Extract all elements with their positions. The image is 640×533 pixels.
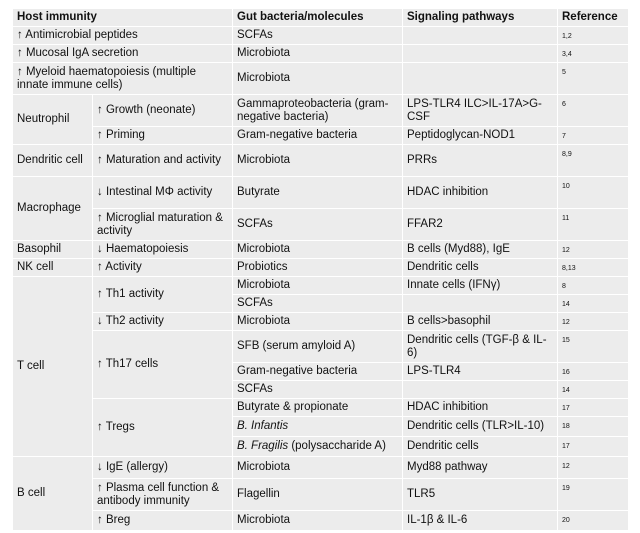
table-row [13, 399, 629, 417]
bacteria-cell: Microbiota [233, 313, 403, 331]
cell-type-nk: NK cell [13, 259, 93, 277]
reference-cell: 10 [558, 177, 629, 209]
bacteria-cell: Microbiota [233, 63, 403, 95]
pathway-cell: TLR5 [403, 479, 558, 511]
table-row [13, 127, 629, 145]
species-name: B. Infantis [237, 420, 289, 432]
table-row [13, 479, 629, 511]
immunity-table-container [12, 8, 628, 526]
pathway-cell: HDAC inhibition [403, 177, 558, 209]
table-row [13, 511, 629, 531]
table-row [13, 259, 629, 277]
pathway-cell [403, 381, 558, 399]
effect-cell: ↓ Haematopoiesis [93, 241, 233, 259]
bacteria-cell: Microbiota [233, 45, 403, 63]
reference-cell: 14 [558, 295, 629, 313]
bacteria-cell: SFB (serum amyloid A) [233, 331, 403, 363]
table-row [13, 95, 629, 127]
bacteria-cell: Microbiota [233, 511, 403, 531]
effect-cell: ↓ IgE (allergy) [93, 457, 233, 479]
bacteria-cell: Microbiota [233, 277, 403, 295]
reference-cell: 11 [558, 209, 629, 241]
table-row [13, 45, 629, 63]
pathway-cell [403, 295, 558, 313]
bacteria-cell: Gram-negative bacteria [233, 363, 403, 381]
cell-type-macrophage: Macrophage [13, 177, 93, 241]
reference-cell: 17 [558, 399, 629, 417]
effect-cell: ↑ Maturation and activity [93, 145, 233, 177]
bacteria-cell: Gram-negative bacteria [233, 127, 403, 145]
bacteria-cell: Microbiota [233, 145, 403, 177]
reference-cell: 19 [558, 479, 629, 511]
pathway-cell: Innate cells (IFNγ) [403, 277, 558, 295]
pathway-cell: FFAR2 [403, 209, 558, 241]
pathway-cell: Dendritic cells (TGF-β & IL-6) [403, 331, 558, 363]
cell-type-neutrophil: Neutrophil [13, 95, 93, 145]
effect-cell: ↑ Mucosal IgA secretion [13, 45, 233, 63]
pathway-cell: IL-1β & IL-6 [403, 511, 558, 531]
effect-cell: ↑ Antimicrobial peptides [13, 27, 233, 45]
bacteria-cell: SCFAs [233, 209, 403, 241]
bacteria-cell: Gammaproteobacteria (gram-negative bacteria) [233, 95, 403, 127]
header-reference: Reference [558, 9, 629, 27]
pathway-cell [403, 27, 558, 45]
reference-cell: 8,9 [558, 145, 629, 177]
species-name: B. Fragilis [237, 440, 289, 452]
pathway-cell [403, 63, 558, 95]
header-gut-bacteria: Gut bacteria/molecules [233, 9, 403, 27]
table-row [13, 277, 629, 295]
effect-cell: ↑ Tregs [93, 399, 233, 457]
pathway-cell: LPS-TLR4 ILC>IL-17A>G-CSF [403, 95, 558, 127]
reference-cell: 6 [558, 95, 629, 127]
pathway-cell: B cells>basophil [403, 313, 558, 331]
bacteria-cell [233, 437, 403, 457]
table-row [13, 177, 629, 209]
effect-cell: ↓ Th2 activity [93, 313, 233, 331]
reference-cell: 3,4 [558, 45, 629, 63]
header-signaling-pathways: Signaling pathways [403, 9, 558, 27]
effect-cell: ↑ Microglial maturation & activity [93, 209, 233, 241]
table-row [13, 241, 629, 259]
table-row [13, 313, 629, 331]
pathway-cell: Peptidoglycan-NOD1 [403, 127, 558, 145]
pathway-cell: Dendritic cells [403, 437, 558, 457]
immunity-table [12, 8, 629, 531]
table-row [13, 457, 629, 479]
cell-type-b-cell: B cell [13, 457, 93, 531]
effect-cell: ↑ Th1 activity [93, 277, 233, 313]
effect-cell: ↑ Plasma cell function & antibody immunity [93, 479, 233, 511]
reference-cell: 16 [558, 363, 629, 381]
bacteria-cell: Microbiota [233, 457, 403, 479]
reference-cell: 8 [558, 277, 629, 295]
bacteria-cell: Flagellin [233, 479, 403, 511]
reference-cell: 20 [558, 511, 629, 531]
effect-cell: ↑ Myeloid haematopoiesis (multiple innate immune cells) [13, 63, 233, 95]
effect-cell: ↑ Th17 cells [93, 331, 233, 399]
reference-cell: 14 [558, 381, 629, 399]
pathway-cell [403, 45, 558, 63]
bacteria-cell: SCFAs [233, 381, 403, 399]
reference-cell: 18 [558, 417, 629, 437]
reference-cell: 12 [558, 241, 629, 259]
bacteria-cell: Probiotics [233, 259, 403, 277]
table-row [13, 209, 629, 241]
bacteria-cell [233, 417, 403, 437]
header-row [13, 9, 629, 27]
pathway-cell: Dendritic cells (TLR>IL-10) [403, 417, 558, 437]
cell-type-dendritic: Dendritic cell [13, 145, 93, 177]
table-row [13, 27, 629, 45]
effect-cell: ↑ Breg [93, 511, 233, 531]
table-row [13, 331, 629, 363]
header-host-immunity: Host immunity [13, 9, 233, 27]
reference-cell: 17 [558, 437, 629, 457]
cell-type-basophil: Basophil [13, 241, 93, 259]
reference-cell: 5 [558, 63, 629, 95]
effect-cell: ↑ Growth (neonate) [93, 95, 233, 127]
effect-cell: ↓ Intestinal MΦ activity [93, 177, 233, 209]
reference-cell: 8,13 [558, 259, 629, 277]
bacteria-cell: Butyrate [233, 177, 403, 209]
bacteria-cell: Microbiota [233, 241, 403, 259]
bacteria-cell: SCFAs [233, 295, 403, 313]
reference-cell: 12 [558, 457, 629, 479]
pathway-cell: PRRs [403, 145, 558, 177]
pathway-cell: HDAC inhibition [403, 399, 558, 417]
reference-cell: 1,2 [558, 27, 629, 45]
pathway-cell: B cells (Myd88), IgE [403, 241, 558, 259]
bacteria-cell: SCFAs [233, 27, 403, 45]
table-row [13, 145, 629, 177]
bacteria-cell: Butyrate & propionate [233, 399, 403, 417]
pathway-cell: LPS-TLR4 [403, 363, 558, 381]
reference-cell: 12 [558, 313, 629, 331]
species-detail: (polysaccharide A) [288, 440, 386, 452]
cell-type-t-cell: T cell [13, 277, 93, 457]
effect-cell: ↑ Priming [93, 127, 233, 145]
reference-cell: 15 [558, 331, 629, 363]
effect-cell: ↑ Activity [93, 259, 233, 277]
pathway-cell: Myd88 pathway [403, 457, 558, 479]
pathway-cell: Dendritic cells [403, 259, 558, 277]
reference-cell: 7 [558, 127, 629, 145]
table-row [13, 63, 629, 95]
